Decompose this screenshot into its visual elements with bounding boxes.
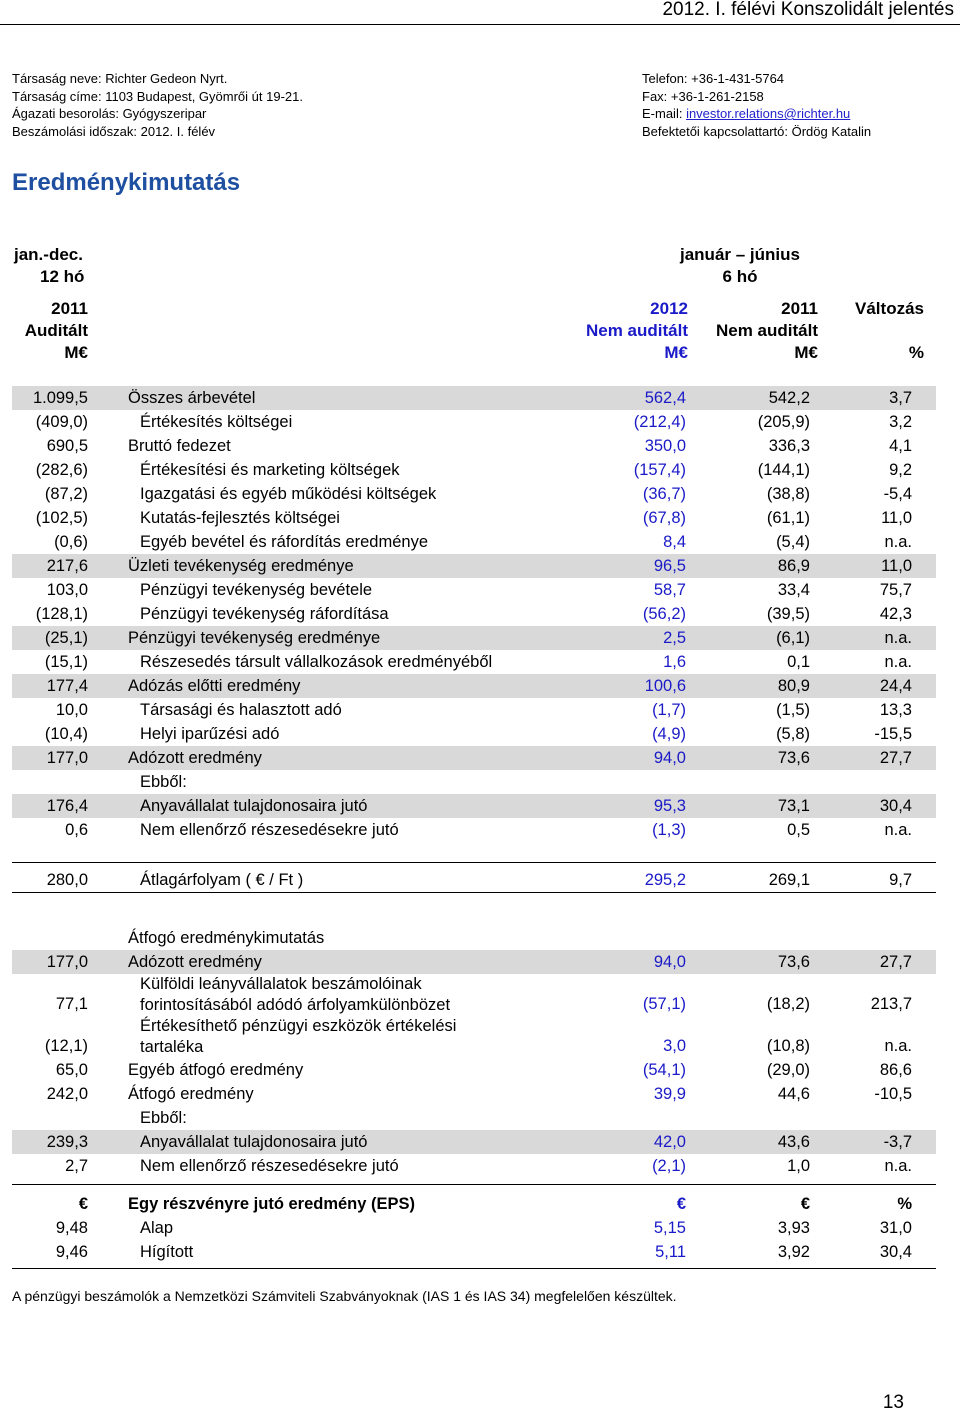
cell-full-year: (282,6)	[35, 461, 88, 479]
col0-unit: M€	[64, 343, 88, 362]
table-row	[12, 1106, 936, 1130]
row-label: Adózás előtti eredmény	[128, 677, 301, 695]
company-info-left	[12, 70, 612, 140]
cell-full-year: (25,1)	[44, 629, 88, 647]
row-label: Egyéb bevétel és ráfordítás eredménye	[140, 533, 429, 551]
cell-h2012: 562,4	[644, 389, 686, 407]
table-row	[12, 974, 936, 1016]
cell-h2012: 5,11	[655, 1243, 686, 1261]
row-label: Pénzügyi tevékenység eredménye	[128, 629, 381, 647]
cell-change: -5,4	[883, 485, 912, 503]
cell-h2012: 95,3	[653, 797, 686, 815]
table-row	[12, 386, 936, 410]
section-title-row	[12, 926, 936, 950]
email-link[interactable]: investor.relations@richter.hu	[686, 106, 851, 121]
cell-h2011: 80,9	[777, 677, 810, 695]
cell-change: 11,0	[881, 509, 912, 527]
table-row	[12, 482, 936, 506]
cell-h2011: 43,6	[777, 1133, 810, 1151]
cell-change: n.a.	[884, 653, 912, 671]
cell-full-year: 177,4	[46, 677, 88, 695]
cell-h2011: 73,6	[777, 953, 810, 971]
cell-change: 42,3	[879, 605, 912, 623]
cell-h2011: (18,2)	[766, 995, 810, 1013]
col0-status: Auditált	[24, 321, 88, 340]
cell-h2012: 58,7	[653, 581, 686, 599]
full-year-period: jan.-dec.	[14, 245, 83, 264]
cell-full-year: 10,0	[55, 701, 88, 719]
cell-h2011: 542,2	[768, 389, 810, 407]
table-row	[12, 650, 936, 674]
cell-full-year: (15,1)	[44, 653, 88, 671]
cell-h2011: (61,1)	[766, 509, 810, 527]
cell-change: 9,7	[889, 871, 912, 889]
row-label: Hígított	[140, 1243, 194, 1261]
cell-full-year: (10,4)	[44, 725, 88, 743]
cell-h2011: (1,5)	[776, 701, 810, 719]
table-row	[12, 770, 936, 794]
row-label: Üzleti tevékenység eredménye	[128, 557, 354, 575]
cell-h2011: (29,0)	[766, 1061, 810, 1079]
cell-full-year: 103,0	[46, 581, 88, 599]
company-sector: Ágazati besorolás: Gyógyszeripar	[12, 106, 207, 121]
cell-h2012: (1,7)	[652, 701, 686, 719]
fx-rate-row	[12, 868, 936, 892]
cell-h2012: 39,9	[653, 1085, 686, 1103]
income-statement-table	[12, 386, 936, 842]
divider-line	[12, 892, 936, 893]
row-label: Bruttó fedezet	[128, 437, 231, 455]
col2-status: Nem auditált	[715, 321, 818, 340]
cell-h2011: 33,4	[777, 581, 810, 599]
table-row	[12, 1016, 936, 1058]
investor-contact: Befektetői kapcsolattartó: Ördög Katalin	[642, 123, 872, 139]
cell-change: 31,0	[879, 1219, 912, 1237]
cell-h2011: 3,93	[777, 1219, 810, 1237]
cell-h2012: 1,6	[663, 653, 686, 671]
cell-full-year: 2,7	[65, 1157, 88, 1175]
cell-full-year: 177,0	[46, 749, 88, 767]
cell-h2012: (67,8)	[642, 509, 686, 527]
table-row	[12, 722, 936, 746]
table-row	[12, 506, 936, 530]
cell-h2011: €	[800, 1195, 810, 1213]
cell-h2012: 8,4	[663, 533, 686, 551]
cell-full-year: €	[78, 1195, 88, 1213]
report-title: Eredménykimutatás	[12, 169, 241, 196]
row-label: Értékesítés költségei	[140, 413, 293, 431]
table-row	[12, 602, 936, 626]
row-label-line1: Külföldi leányvállalatok beszámolóinak	[140, 975, 422, 993]
section-title: Átfogó eredménykimutatás	[128, 929, 325, 947]
cell-h2011: (144,1)	[757, 461, 810, 479]
row-label: Nem ellenőrző részesedésekre jutó	[140, 1157, 399, 1175]
col3-title: Változás	[855, 299, 924, 318]
cell-full-year: 0,6	[65, 821, 88, 839]
table-row	[12, 1058, 936, 1082]
col1-year: 2012	[650, 299, 688, 318]
cell-full-year: 65,0	[55, 1061, 88, 1079]
company-info-right	[642, 70, 942, 140]
company-address: Társaság címe: 1103 Budapest, Gyömrői út 19-21.	[12, 88, 303, 104]
cell-full-year: 77,1	[55, 995, 88, 1013]
cell-change: n.a.	[884, 1157, 912, 1175]
table-row	[12, 578, 936, 602]
row-label-line2: tartaléka	[140, 1038, 204, 1056]
row-label: Ebből:	[140, 1109, 187, 1127]
cell-full-year: 177,0	[46, 953, 88, 971]
row-label: Értékesítési és marketing költségek	[140, 461, 400, 479]
cell-h2012: (54,1)	[642, 1061, 686, 1079]
cell-h2012: 2,5	[663, 629, 686, 647]
cell-h2011: 3,92	[777, 1243, 810, 1261]
page-header	[0, 0, 960, 22]
cell-h2011: 336,3	[768, 437, 810, 455]
table-row	[12, 746, 936, 770]
cell-h2011: 0,5	[787, 821, 810, 839]
full-year-months: 12 hó	[40, 267, 85, 286]
divider-line	[12, 1184, 936, 1185]
cell-full-year: 280,0	[46, 871, 88, 889]
cell-change: 30,4	[879, 797, 912, 815]
half-year-months: 6 hó	[722, 267, 758, 286]
row-label: Átlagárfolyam ( € / Ft )	[140, 871, 304, 889]
cell-h2012: (56,2)	[642, 605, 686, 623]
cell-h2012: (2,1)	[652, 1157, 686, 1175]
cell-h2011: (6,1)	[776, 629, 810, 647]
company-fax: Fax: +36-1-261-2158	[642, 88, 764, 104]
cell-h2011: 73,6	[777, 749, 810, 767]
cell-h2012: (212,4)	[633, 413, 686, 431]
row-label: Pénzügyi tevékenység ráfordítása	[140, 605, 389, 623]
table-row	[12, 1130, 936, 1154]
col1-status: Nem auditált	[585, 321, 688, 340]
col2-unit: M€	[794, 343, 818, 362]
page-number: 13	[882, 1392, 904, 1413]
row-label: Pénzügyi tevékenység bevétele	[140, 581, 373, 599]
table-row	[12, 794, 936, 818]
col3-unit: %	[908, 343, 924, 362]
cell-change: 24,4	[879, 677, 912, 695]
cell-h2011: 269,1	[768, 871, 810, 889]
cell-change: 13,3	[879, 701, 912, 719]
row-label: Igazgatási és egyéb működési költségek	[140, 485, 437, 503]
cell-h2012: 96,5	[653, 557, 686, 575]
row-label: Nem ellenőrző részesedésekre jutó	[140, 821, 399, 839]
cell-change: 27,7	[879, 749, 912, 767]
row-label-line1: Értékesíthető pénzügyi eszközök értékelési	[140, 1017, 457, 1035]
cell-full-year: 217,6	[46, 557, 88, 575]
cell-full-year: 690,5	[46, 437, 88, 455]
cell-change: 11,0	[881, 557, 912, 575]
cell-h2011: (39,5)	[766, 605, 810, 623]
cell-h2011: 0,1	[787, 653, 810, 671]
row-label: Részesedés társult vállalkozások eredményéből	[140, 653, 493, 671]
divider-line	[12, 862, 936, 863]
cell-h2012: 94,0	[653, 953, 686, 971]
eps-table	[12, 1192, 936, 1264]
email-label: E-mail:	[642, 106, 687, 121]
table-row	[12, 1154, 936, 1178]
cell-h2012: 100,6	[644, 677, 686, 695]
table-row	[12, 410, 936, 434]
table-row	[12, 530, 936, 554]
cell-change: 30,4	[879, 1243, 912, 1261]
col1-unit: M€	[664, 343, 688, 362]
row-label	[140, 1016, 456, 1058]
cell-full-year: (128,1)	[35, 605, 88, 623]
cell-h2012: 5,15	[653, 1219, 686, 1237]
cell-h2011: 1,0	[787, 1157, 810, 1175]
cell-change: -10,5	[874, 1085, 912, 1103]
cell-h2011: 73,1	[777, 797, 810, 815]
table-row	[12, 626, 936, 650]
comprehensive-income-table	[12, 926, 936, 1178]
cell-full-year: (87,2)	[44, 485, 88, 503]
cell-h2011: (10,8)	[766, 1037, 810, 1055]
cell-change: 75,7	[879, 581, 912, 599]
cell-change: 3,7	[889, 389, 912, 407]
row-label: Összes árbevétel	[128, 389, 256, 407]
half-year-period: január – június	[680, 245, 800, 264]
row-label: Anyavállalat tulajdonosaira jutó	[140, 797, 368, 815]
cell-change: n.a.	[884, 1037, 912, 1055]
row-label-line2: forintosításából adódó árfolyamkülönbözet	[140, 996, 451, 1014]
cell-change: %	[897, 1195, 912, 1213]
cell-h2011: (5,8)	[776, 725, 810, 743]
cell-h2012: (57,1)	[642, 995, 686, 1013]
col2-year: 2011	[781, 299, 818, 318]
company-name: Társaság neve: Richter Gedeon Nyrt.	[12, 71, 228, 86]
col0-year: 2011	[51, 299, 88, 318]
cell-full-year: (102,5)	[35, 509, 88, 527]
cell-change: 27,7	[879, 953, 912, 971]
cell-h2011: (5,4)	[776, 533, 810, 551]
row-label: Adózott eredmény	[128, 953, 262, 971]
table-row	[12, 1216, 936, 1240]
cell-full-year: 1.099,5	[32, 389, 88, 407]
table-row	[12, 1082, 936, 1106]
row-label: Adózott eredmény	[128, 749, 262, 767]
cell-full-year: (12,1)	[44, 1037, 88, 1055]
row-label: Egyéb átfogó eredmény	[128, 1061, 304, 1079]
cell-full-year: 176,4	[46, 797, 88, 815]
cell-change: 9,2	[889, 461, 912, 479]
row-label	[140, 974, 450, 1016]
row-label: Kutatás-fejlesztés költségei	[140, 509, 340, 527]
cell-change: -3,7	[883, 1133, 912, 1151]
cell-change: n.a.	[884, 629, 912, 647]
cell-change: -15,5	[874, 725, 912, 743]
cell-h2012: (1,3)	[652, 821, 686, 839]
cell-change: 4,1	[889, 437, 912, 455]
eps-header-row	[12, 1192, 936, 1216]
reporting-period: Beszámolási időszak: 2012. I. félév	[12, 123, 216, 139]
cell-h2012: 3,0	[663, 1037, 686, 1055]
company-email-line	[642, 105, 942, 123]
table-row	[12, 674, 936, 698]
cell-change: 86,6	[879, 1061, 912, 1079]
cell-h2012: 295,2	[644, 871, 686, 889]
cell-full-year: 242,0	[46, 1085, 88, 1103]
cell-h2011: 86,9	[777, 557, 810, 575]
header-divider	[0, 24, 960, 25]
cell-h2012: (157,4)	[633, 461, 686, 479]
cell-change: n.a.	[884, 821, 912, 839]
cell-h2011: 44,6	[777, 1085, 810, 1103]
cell-h2012: 350,0	[644, 437, 686, 455]
cell-full-year: (0,6)	[54, 533, 88, 551]
divider-line	[12, 1268, 936, 1269]
cell-change: 213,7	[870, 995, 912, 1013]
fx-rate-table	[12, 868, 936, 892]
cell-change: n.a.	[884, 533, 912, 551]
table-row	[12, 818, 936, 842]
cell-full-year: (409,0)	[35, 413, 88, 431]
cell-h2011: (205,9)	[757, 413, 810, 431]
company-phone: Telefon: +36-1-431-5764	[642, 71, 785, 86]
row-label: Helyi iparűzési adó	[140, 725, 280, 743]
row-label: Anyavállalat tulajdonosaira jutó	[140, 1133, 368, 1151]
cell-full-year: 9,48	[55, 1219, 88, 1237]
cell-h2012: (36,7)	[642, 485, 686, 503]
table-row	[12, 950, 936, 974]
row-label: Egy részvényre jutó eredmény (EPS)	[128, 1195, 416, 1213]
table-row	[12, 434, 936, 458]
cell-full-year: 239,3	[46, 1133, 88, 1151]
table-row	[12, 554, 936, 578]
row-label: Társasági és halasztott adó	[140, 701, 342, 719]
table-row	[12, 698, 936, 722]
row-label: Átfogó eredmény	[128, 1085, 254, 1103]
cell-change: 3,2	[889, 413, 912, 431]
footnote: A pénzügyi beszámolók a Nemzetközi Számviteli Szabványoknak (IAS 1 és IAS 34) megfelelően készültek.	[12, 1288, 677, 1304]
cell-h2012: €	[676, 1195, 686, 1213]
cell-h2012: (4,9)	[652, 725, 686, 743]
table-row	[12, 1240, 936, 1264]
document-title: 2012. I. félévi Konszolidált jelentés	[662, 0, 954, 20]
cell-h2011: (38,8)	[766, 485, 810, 503]
row-label: Ebből:	[140, 773, 187, 791]
table-row	[12, 458, 936, 482]
row-label: Alap	[140, 1219, 174, 1237]
cell-h2012: 94,0	[653, 749, 686, 767]
cell-h2012: 42,0	[653, 1133, 686, 1151]
cell-full-year: 9,46	[55, 1243, 88, 1261]
